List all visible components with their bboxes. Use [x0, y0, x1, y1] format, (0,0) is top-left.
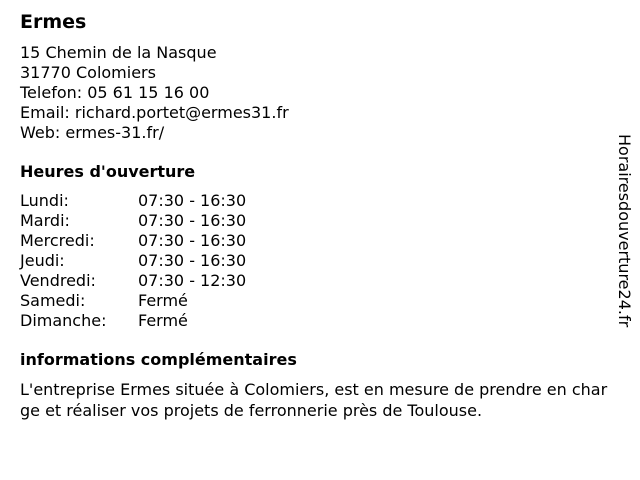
hours-time: 07:30 - 12:30: [138, 271, 247, 290]
hours-row-monday: [20, 191, 610, 211]
hours-row-thursday: [20, 251, 610, 271]
hours-day: Dimanche:: [20, 311, 107, 330]
hours-day: Mardi:: [20, 211, 70, 230]
hours-row-sunday: [20, 311, 610, 331]
hours-table: [20, 191, 610, 331]
hours-row-saturday: [20, 291, 610, 311]
business-card: [20, 10, 610, 421]
hours-time: 07:30 - 16:30: [138, 191, 247, 210]
phone-line: Telefon: 05 61 15 16 00: [20, 83, 210, 102]
address-line-1: 15 Chemin de la Nasque: [20, 43, 217, 62]
hours-time: Fermé: [138, 311, 188, 330]
email-line: Email: richard.portet@ermes31.fr: [20, 103, 289, 122]
hours-row-wednesday: [20, 231, 610, 251]
info-description: L'entreprise Ermes située à Colomiers, est en mesure de prendre en charge et réaliser vos projets de ferronnerie près de Toulouse.: [20, 380, 608, 420]
hours-day: Mercredi:: [20, 231, 95, 250]
hours-row-tuesday: [20, 211, 610, 231]
hours-day: Samedi:: [20, 291, 86, 310]
hours-day: Jeudi:: [20, 251, 65, 270]
address-line-2: 31770 Colomiers: [20, 63, 156, 82]
hours-day: Lundi:: [20, 191, 69, 210]
hours-heading: Heures d'ouverture: [20, 162, 196, 181]
hours-time: 07:30 - 16:30: [138, 231, 247, 250]
site-watermark: Horairesdouverture24.fr: [615, 134, 634, 328]
info-heading: informations complémentaires: [20, 350, 297, 369]
hours-time: 07:30 - 16:30: [138, 211, 247, 230]
web-line: Web: ermes-31.fr/: [20, 123, 165, 142]
hours-time: 07:30 - 16:30: [138, 251, 247, 270]
hours-row-friday: [20, 271, 610, 291]
business-name: Ermes: [20, 11, 87, 33]
hours-day: Vendredi:: [20, 271, 96, 290]
hours-time: Fermé: [138, 291, 188, 310]
